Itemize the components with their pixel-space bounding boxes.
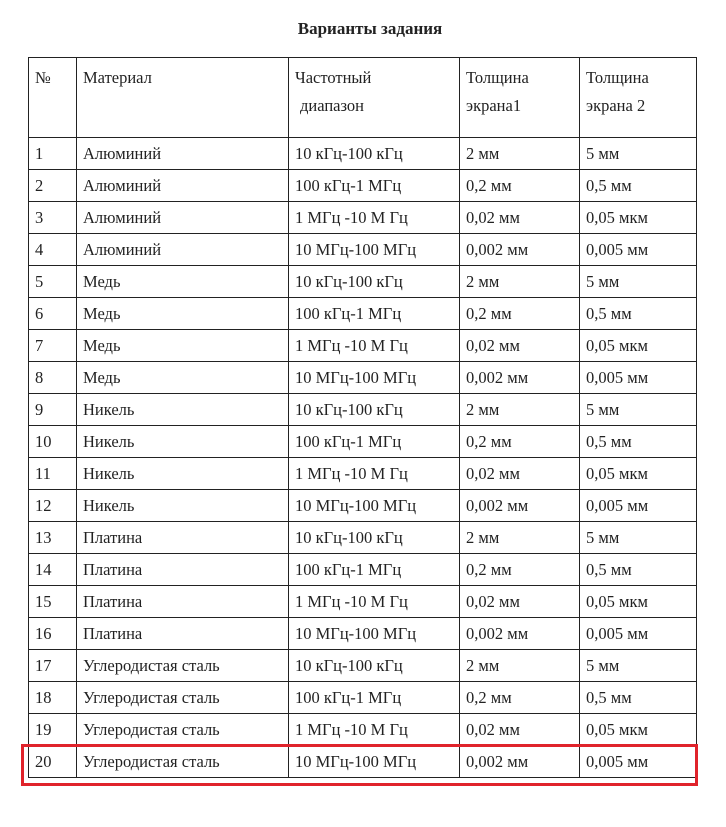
header-material: Материал	[77, 58, 289, 138]
cell-frequency: 1 МГц -10 М Гц	[289, 202, 460, 234]
cell-thickness-1: 0,2 мм	[460, 682, 580, 714]
cell-number: 8	[29, 362, 77, 394]
cell-number: 6	[29, 298, 77, 330]
table-row	[29, 618, 697, 650]
cell-number: 12	[29, 490, 77, 522]
cell-thickness-2: 0,05 мкм	[580, 586, 697, 618]
cell-thickness-2: 0,5 мм	[580, 426, 697, 458]
cell-frequency: 10 МГц-100 МГц	[289, 618, 460, 650]
table-row	[29, 330, 697, 362]
cell-number: 17	[29, 650, 77, 682]
header-thickness-2-line1: Толщина	[586, 68, 649, 87]
cell-thickness-2: 0,05 мкм	[580, 202, 697, 234]
cell-material: Медь	[77, 298, 289, 330]
cell-material: Углеродистая сталь	[77, 714, 289, 746]
cell-number: 18	[29, 682, 77, 714]
cell-thickness-2: 0,005 мм	[580, 362, 697, 394]
cell-thickness-1: 2 мм	[460, 522, 580, 554]
table-row	[29, 170, 697, 202]
cell-number: 20	[29, 746, 77, 778]
cell-number: 5	[29, 266, 77, 298]
cell-material: Медь	[77, 266, 289, 298]
header-thickness-1-line2: экрана1	[466, 96, 522, 115]
cell-thickness-2: 5 мм	[580, 138, 697, 170]
cell-thickness-1: 0,002 мм	[460, 234, 580, 266]
cell-thickness-1: 0,2 мм	[460, 426, 580, 458]
cell-material: Платина	[77, 522, 289, 554]
cell-thickness-1: 0,002 мм	[460, 746, 580, 778]
table-row	[29, 490, 697, 522]
header-frequency-line1: Частотный	[295, 68, 372, 87]
cell-thickness-1: 0,02 мм	[460, 714, 580, 746]
cell-thickness-1: 2 мм	[460, 394, 580, 426]
table-row	[29, 458, 697, 490]
header-frequency-line2: диапазон	[300, 96, 364, 115]
table-row	[29, 362, 697, 394]
header-thickness-1	[460, 58, 580, 138]
cell-frequency: 10 МГц-100 МГц	[289, 746, 460, 778]
cell-thickness-2: 0,005 мм	[580, 234, 697, 266]
cell-thickness-2: 5 мм	[580, 522, 697, 554]
cell-frequency: 10 МГц-100 МГц	[289, 362, 460, 394]
cell-thickness-1: 2 мм	[460, 266, 580, 298]
cell-material: Алюминий	[77, 170, 289, 202]
cell-frequency: 100 кГц-1 МГц	[289, 682, 460, 714]
cell-number: 10	[29, 426, 77, 458]
header-thickness-1-line1: Толщина	[466, 68, 529, 87]
cell-material: Углеродистая сталь	[77, 650, 289, 682]
cell-thickness-2: 0,5 мм	[580, 682, 697, 714]
table-row	[29, 714, 697, 746]
cell-thickness-2: 5 мм	[580, 650, 697, 682]
cell-frequency: 10 МГц-100 МГц	[289, 490, 460, 522]
cell-material: Алюминий	[77, 138, 289, 170]
cell-thickness-1: 0,02 мм	[460, 202, 580, 234]
cell-material: Медь	[77, 330, 289, 362]
cell-thickness-1: 0,2 мм	[460, 298, 580, 330]
cell-number: 3	[29, 202, 77, 234]
header-thickness-2	[580, 58, 697, 138]
cell-frequency: 100 кГц-1 МГц	[289, 554, 460, 586]
cell-material: Платина	[77, 618, 289, 650]
cell-thickness-2: 0,005 мм	[580, 746, 697, 778]
cell-thickness-1: 0,2 мм	[460, 554, 580, 586]
table-row	[29, 586, 697, 618]
cell-number: 9	[29, 394, 77, 426]
cell-thickness-1: 0,2 мм	[460, 170, 580, 202]
cell-thickness-1: 0,02 мм	[460, 586, 580, 618]
cell-frequency: 10 кГц-100 кГц	[289, 394, 460, 426]
cell-frequency: 1 МГц -10 М Гц	[289, 714, 460, 746]
table-row	[29, 266, 697, 298]
cell-number: 1	[29, 138, 77, 170]
cell-thickness-2: 0,05 мкм	[580, 458, 697, 490]
cell-material: Никель	[77, 394, 289, 426]
cell-frequency: 10 кГц-100 кГц	[289, 650, 460, 682]
cell-thickness-2: 0,05 мкм	[580, 330, 697, 362]
table-row	[29, 522, 697, 554]
table-row	[29, 682, 697, 714]
cell-thickness-2: 0,5 мм	[580, 170, 697, 202]
table-row	[29, 554, 697, 586]
cell-material: Никель	[77, 490, 289, 522]
cell-thickness-2: 0,005 мм	[580, 490, 697, 522]
table-row	[29, 234, 697, 266]
cell-number: 2	[29, 170, 77, 202]
cell-thickness-1: 0,02 мм	[460, 458, 580, 490]
cell-thickness-1: 2 мм	[460, 138, 580, 170]
cell-material: Алюминий	[77, 234, 289, 266]
cell-thickness-2: 0,5 мм	[580, 554, 697, 586]
page-title: Варианты задания	[297, 19, 443, 38]
cell-frequency: 10 МГц-100 МГц	[289, 234, 460, 266]
cell-number: 4	[29, 234, 77, 266]
cell-frequency: 100 кГц-1 МГц	[289, 170, 460, 202]
cell-material: Медь	[77, 362, 289, 394]
table-row	[29, 138, 697, 170]
cell-thickness-1: 0,02 мм	[460, 330, 580, 362]
cell-material: Никель	[77, 458, 289, 490]
cell-frequency: 100 кГц-1 МГц	[289, 426, 460, 458]
cell-number: 14	[29, 554, 77, 586]
cell-number: 15	[29, 586, 77, 618]
cell-number: 11	[29, 458, 77, 490]
cell-material: Углеродистая сталь	[77, 746, 289, 778]
cell-thickness-2: 5 мм	[580, 394, 697, 426]
table-row	[29, 298, 697, 330]
header-row	[29, 58, 697, 138]
table-row	[29, 746, 697, 778]
cell-thickness-1: 0,002 мм	[460, 362, 580, 394]
cell-thickness-1: 0,002 мм	[460, 618, 580, 650]
cell-thickness-2: 0,05 мкм	[580, 714, 697, 746]
cell-number: 7	[29, 330, 77, 362]
header-num: №	[29, 58, 77, 138]
cell-thickness-2: 0,5 мм	[580, 298, 697, 330]
table-row	[29, 650, 697, 682]
cell-frequency: 10 кГц-100 кГц	[289, 522, 460, 554]
cell-frequency: 100 кГц-1 МГц	[289, 298, 460, 330]
cell-frequency: 1 МГц -10 М Гц	[289, 586, 460, 618]
variants-table	[28, 57, 697, 778]
cell-number: 13	[29, 522, 77, 554]
cell-frequency: 1 МГц -10 М Гц	[289, 330, 460, 362]
cell-number: 16	[29, 618, 77, 650]
header-thickness-2-line2: экрана 2	[586, 96, 646, 115]
cell-material: Платина	[77, 586, 289, 618]
table-row	[29, 426, 697, 458]
cell-thickness-1: 0,002 мм	[460, 490, 580, 522]
cell-thickness-1: 2 мм	[460, 650, 580, 682]
cell-thickness-2: 0,005 мм	[580, 618, 697, 650]
cell-material: Платина	[77, 554, 289, 586]
cell-material: Углеродистая сталь	[77, 682, 289, 714]
cell-thickness-2: 5 мм	[580, 266, 697, 298]
cell-frequency: 1 МГц -10 М Гц	[289, 458, 460, 490]
cell-number: 19	[29, 714, 77, 746]
header-frequency	[289, 58, 460, 138]
cell-frequency: 10 кГц-100 кГц	[289, 138, 460, 170]
cell-frequency: 10 кГц-100 кГц	[289, 266, 460, 298]
cell-material: Никель	[77, 426, 289, 458]
table-body	[29, 138, 697, 778]
table-row	[29, 202, 697, 234]
cell-material: Алюминий	[77, 202, 289, 234]
table-row	[29, 394, 697, 426]
